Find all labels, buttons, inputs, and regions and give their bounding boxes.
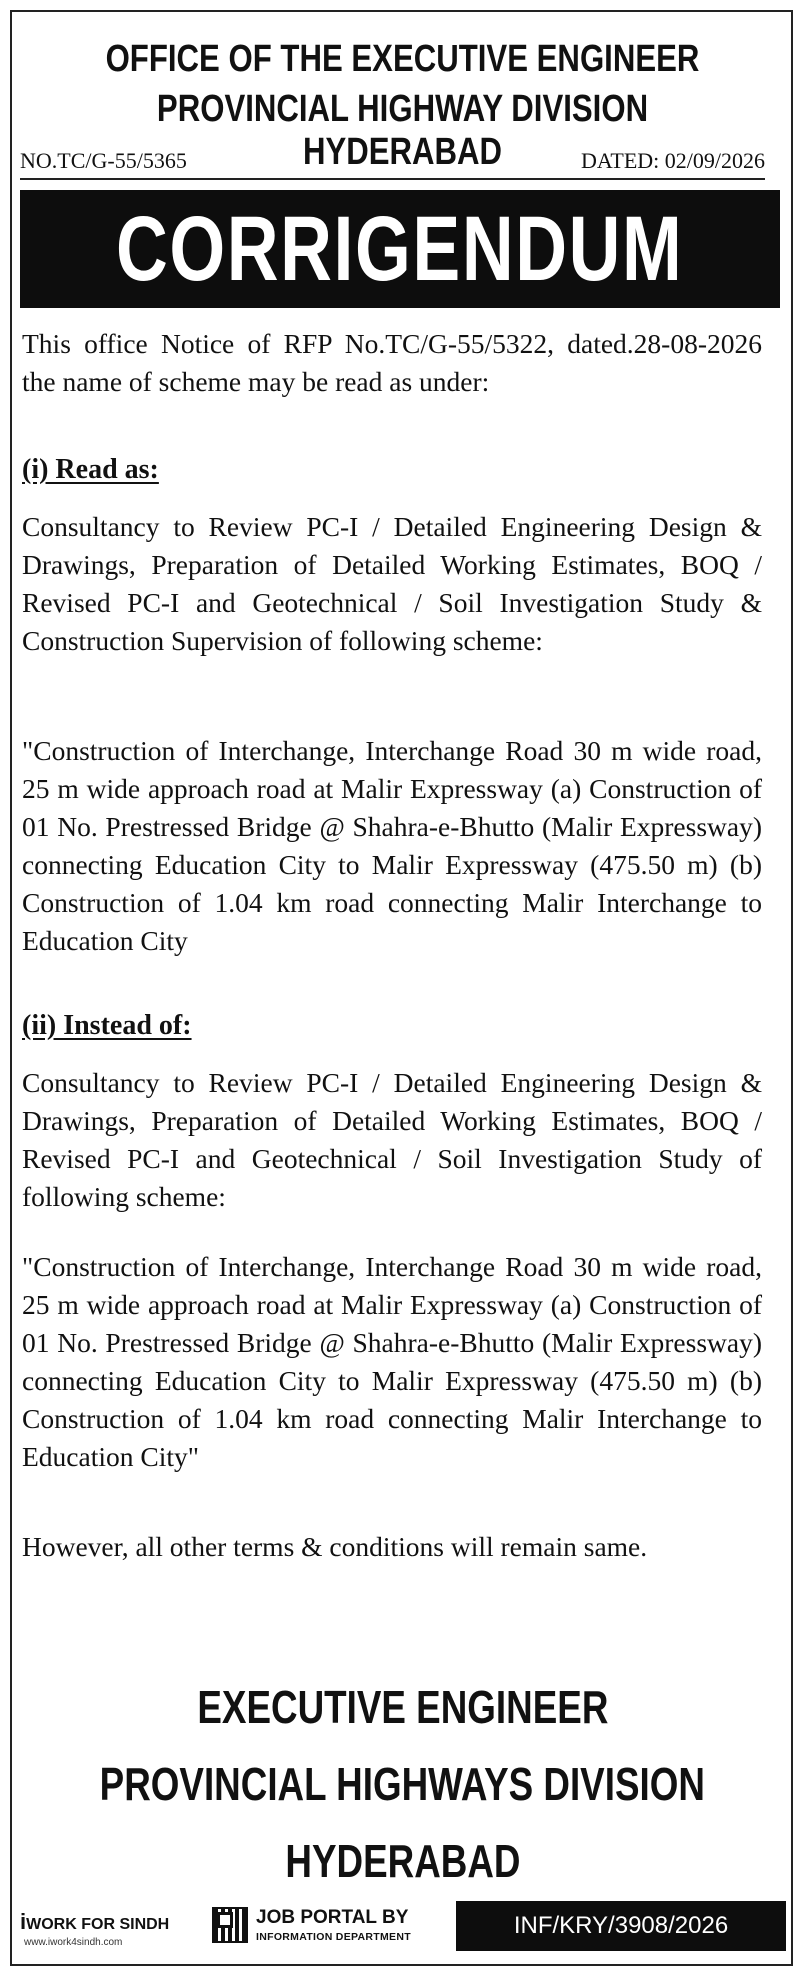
footer-bar: [14, 1895, 789, 1959]
instead-of-paragraph-1: Consultancy to Review PC-I / Detailed Engineering Design & Drawings, Preparation of Detailed Working Estimates, BOQ / Revised PC-I and Geotechnical / Soil Investigation Study of following scheme:: [22, 1067, 762, 1212]
corrigendum-banner: [20, 190, 780, 308]
read-as-paragraph-2: "Construction of Interchange, Interchange Road 30 m wide road, 25 m wide approach road at Malir Expressway (a) Construction of 01 No. Prestressed Bridge @ Shahra-e-Bhutto (Malir Expressway) connecting Education City to Malir Expressway (475.50 m) (b) Construction of 1.04 km road connecting Malir Interchange to Education City: [22, 735, 762, 956]
signature-line-3: [0, 1834, 805, 1888]
inf-code-box: [456, 1901, 786, 1951]
instead-of-heading: (ii) Instead of:: [22, 1010, 192, 1041]
signature-city: HYDERABAD: [284, 1835, 521, 1887]
job-portal-label: JOB PORTAL BY: [256, 1907, 409, 1928]
office-title: OFFICE OF THE EXECUTIVE ENGINEER: [105, 38, 700, 80]
read-as-paragraph-1: Consultancy to Review PC-I / Detailed Engineering Design & Drawings, Preparation of Detailed Working Estimates, BOQ / Revised PC-I and Geotechnical / Soil Investigation Study & Construction Supervision of following scheme:: [22, 511, 762, 656]
instead-of-paragraph-2: "Construction of Interchange, Interchange Road 30 m wide road, 25 m wide approach road at Malir Expressway (a) Construction of 01 No. Prestressed Bridge @ Shahra-e-Bhutto (Malir Expressway) connecting Education City to Malir Expressway (475.50 m) (b) Construction of 1.04 km road connecting Malir Interchange to Education City": [22, 1251, 762, 1472]
inf-code: INF/KRY/3908/2026: [513, 1912, 729, 1939]
corrigendum-title: CORRIGENDUM: [116, 198, 684, 300]
signature-line-1: [0, 1680, 805, 1734]
iwork-logo: [20, 1909, 169, 1935]
closing-paragraph: However, all other terms & conditions will remain same.: [22, 1531, 648, 1562]
information-department-label: INFORMATION DEPARTMENT: [256, 1931, 411, 1943]
intro-paragraph: This office Notice of RFP No.TC/G-55/5322, dated.28-08-2026 the name of scheme may be read as under:: [22, 328, 762, 397]
iwork-logo-text: WORK FOR SINDH: [26, 1916, 170, 1933]
signature-title: EXECUTIVE ENGINEER: [196, 1681, 609, 1733]
qr-code-icon: [212, 1907, 248, 1943]
read-as-heading: (i) Read as:: [22, 454, 159, 485]
reference-date: DATED: 02/09/2026: [581, 148, 765, 173]
reference-row: [20, 146, 765, 180]
iwork-url: www.iwork4sindh.com: [24, 1937, 123, 1948]
division-title: PROVINCIAL HIGHWAY DIVISION HYDERABAD: [156, 88, 649, 173]
iwork-logo-prefix: i: [20, 1909, 27, 1934]
signature-division: PROVINCIAL HIGHWAYS DIVISION: [99, 1758, 706, 1810]
signature-line-2: [0, 1757, 805, 1811]
reference-number: NO.TC/G-55/5365: [20, 148, 187, 173]
